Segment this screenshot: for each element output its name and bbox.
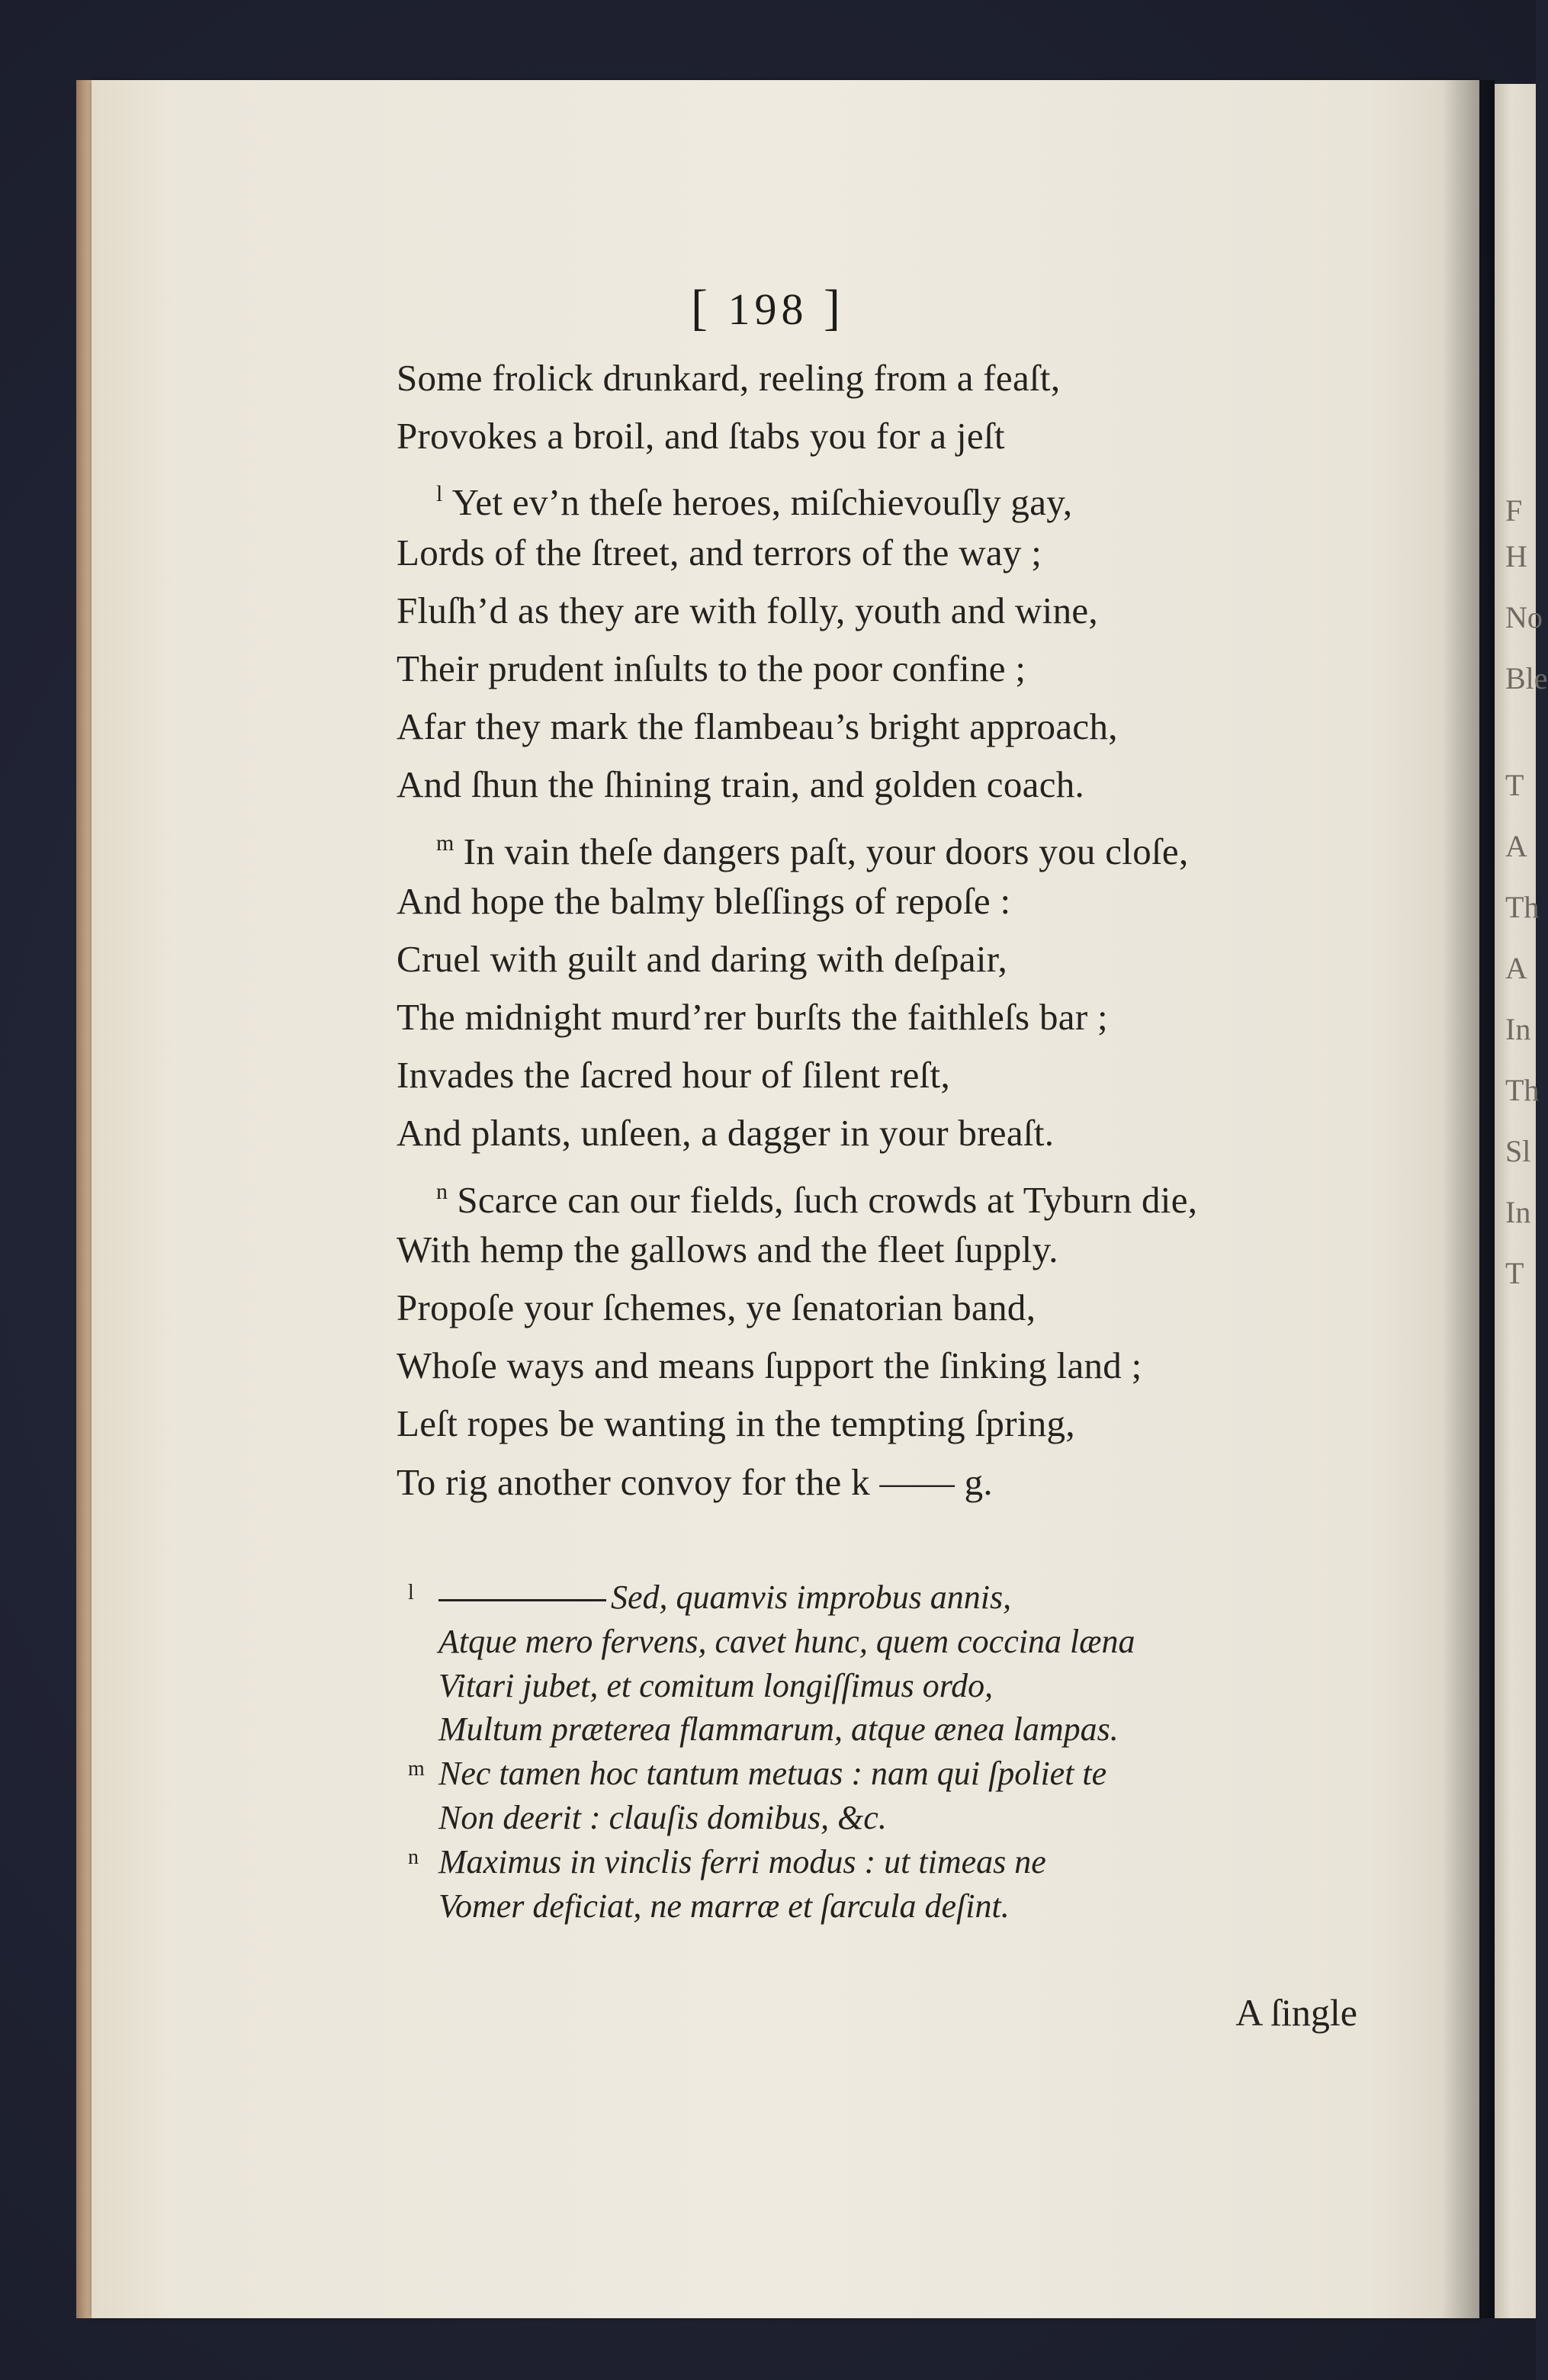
footnote-marker: n bbox=[408, 1845, 419, 1869]
poem-line-text: To rig another convoy for the k —— g. bbox=[397, 1460, 993, 1503]
poem-line bbox=[397, 1395, 1388, 1453]
facing-page-text: T bbox=[1505, 1256, 1524, 1290]
facing-page-text: A bbox=[1505, 951, 1527, 985]
facing-page-text: T bbox=[1505, 768, 1524, 802]
footnote-text: Non deerit : clauſis domibus, &c. bbox=[438, 1798, 887, 1836]
poem-line bbox=[397, 1163, 1388, 1221]
poem-line bbox=[397, 582, 1388, 640]
poem-line bbox=[397, 349, 1388, 407]
poem-line-text: Yet ev’n theſe heroes, miſchievouſly gay, bbox=[451, 481, 1073, 524]
poem-line bbox=[397, 930, 1388, 988]
facing-page-text: Th bbox=[1505, 890, 1540, 924]
poem-line bbox=[397, 1453, 1388, 1511]
page-number bbox=[0, 279, 1536, 337]
page-number-bracket-close: ] bbox=[824, 280, 845, 336]
poem-line-text: Their prudent inſults to the poor confine ; bbox=[397, 647, 1026, 689]
poem-line-text: Lords of the ſtreet, and terrors of the way ; bbox=[397, 531, 1042, 573]
footnote-marker: m bbox=[408, 1757, 425, 1781]
poem-line bbox=[397, 698, 1388, 756]
poem-line-text: With hemp the gallows and the fleet ſupply. bbox=[397, 1228, 1058, 1270]
footnote-line bbox=[438, 1620, 1392, 1664]
poem-line bbox=[397, 814, 1388, 872]
footnote-line bbox=[438, 1884, 1392, 1929]
footnote-line bbox=[438, 1707, 1392, 1752]
facing-page-text: Th bbox=[1505, 1073, 1540, 1107]
page-number-value: 198 bbox=[727, 284, 808, 334]
footnote-line bbox=[408, 1575, 1392, 1620]
poem-line bbox=[397, 756, 1388, 814]
facing-page-text: Sl bbox=[1505, 1134, 1531, 1168]
poem-line bbox=[397, 465, 1388, 523]
poem-line-text: Some frolick drunkard, reeling from a feaſt, bbox=[397, 357, 1061, 399]
facing-page-text: A bbox=[1505, 829, 1527, 863]
poem-line bbox=[397, 640, 1388, 698]
poem-line bbox=[397, 1046, 1388, 1104]
page-number-bracket-open: [ bbox=[691, 280, 712, 336]
footnote-text: Multum præterea flammarum, atque ænea lampas. bbox=[438, 1710, 1119, 1749]
poem-line-text: Invades the ſacred hour of ſilent reſt, bbox=[397, 1054, 951, 1097]
poem-line-text: Propoſe your ſchemes, ye ſenatorian band, bbox=[397, 1286, 1036, 1328]
footnote-marker: l bbox=[436, 481, 443, 507]
footnote-text: Vitari jubet, et comitum longiſſimus ordo, bbox=[438, 1666, 994, 1704]
poem-line-text: Scarce can our fields, ſuch crowds at Tyburn die, bbox=[457, 1178, 1198, 1221]
footnote-marker: l bbox=[408, 1581, 414, 1604]
poem-line-text: Provokes a broil, and ſtabs you for a jeſt bbox=[397, 415, 1005, 458]
facing-page-text: F bbox=[1505, 493, 1523, 528]
footnotes bbox=[408, 1575, 1392, 1928]
facing-page-text: Ble bbox=[1505, 661, 1548, 695]
poem-line bbox=[397, 524, 1388, 582]
facing-page-edge bbox=[1495, 84, 1548, 2318]
poem-line-text: In vain theſe dangers paſt, your doors you cloſe, bbox=[463, 830, 1189, 872]
footnote-rule bbox=[438, 1599, 606, 1601]
facing-page-text: H bbox=[1505, 539, 1527, 573]
poem-line bbox=[397, 1337, 1388, 1395]
footnote-line bbox=[438, 1664, 1392, 1708]
footnote-line bbox=[408, 1840, 1392, 1884]
footnote-text: Atque mero fervens, cavet hunc, quem coccina læna bbox=[438, 1622, 1135, 1660]
footnote-line bbox=[438, 1796, 1392, 1840]
poem-text bbox=[397, 349, 1388, 1511]
poem-line bbox=[397, 872, 1388, 930]
footnote-line bbox=[408, 1752, 1392, 1796]
poem-line bbox=[397, 988, 1388, 1046]
poem-line-text: Whoſe ways and means ſupport the ſinking land ; bbox=[397, 1344, 1142, 1387]
poem-line bbox=[397, 1104, 1388, 1162]
facing-page-text: No bbox=[1505, 600, 1543, 634]
poem-line-text: Cruel with guilt and daring with deſpair, bbox=[397, 937, 1007, 980]
facing-page-text: In bbox=[1505, 1195, 1531, 1229]
poem-line bbox=[397, 1279, 1388, 1337]
poem-line-text: And hope the balmy bleſſings of repoſe : bbox=[397, 879, 1011, 922]
page-gutter-shadow bbox=[1441, 80, 1495, 2318]
footnote-text: Vomer deficiat, ne marræ et ſarcula deſint. bbox=[438, 1887, 1010, 1925]
poem-line bbox=[397, 1221, 1388, 1279]
footnote-text: Sed, quamvis improbus annis, bbox=[611, 1579, 1012, 1616]
footnote-text: Nec tamen hoc tantum metuas : nam qui ſpoliet te bbox=[438, 1755, 1107, 1793]
poem-line-text: The midnight murd’rer burſts the faithleſs bar ; bbox=[397, 996, 1108, 1039]
footnote-marker: m bbox=[436, 830, 454, 856]
catchword: A ſingle bbox=[1235, 1991, 1357, 2034]
poem-line-text: And ſhun the ſhining train, and golden coach. bbox=[397, 763, 1085, 806]
poem-line bbox=[397, 407, 1388, 465]
footnote-marker: n bbox=[436, 1178, 448, 1204]
footnote-text: Maximus in vinclis ferri modus : ut timeas ne bbox=[438, 1842, 1046, 1881]
poem-line-text: Afar they mark the flambeau’s bright approach, bbox=[397, 705, 1118, 748]
poem-line-text: Leſt ropes be wanting in the tempting ſpring, bbox=[397, 1402, 1075, 1445]
poem-line-text: And plants, unſeen, a dagger in your breaſt. bbox=[397, 1112, 1055, 1155]
poem-line-text: Fluſh’d as they are with folly, youth and wine, bbox=[397, 589, 1098, 631]
facing-page-text: In bbox=[1505, 1012, 1531, 1046]
